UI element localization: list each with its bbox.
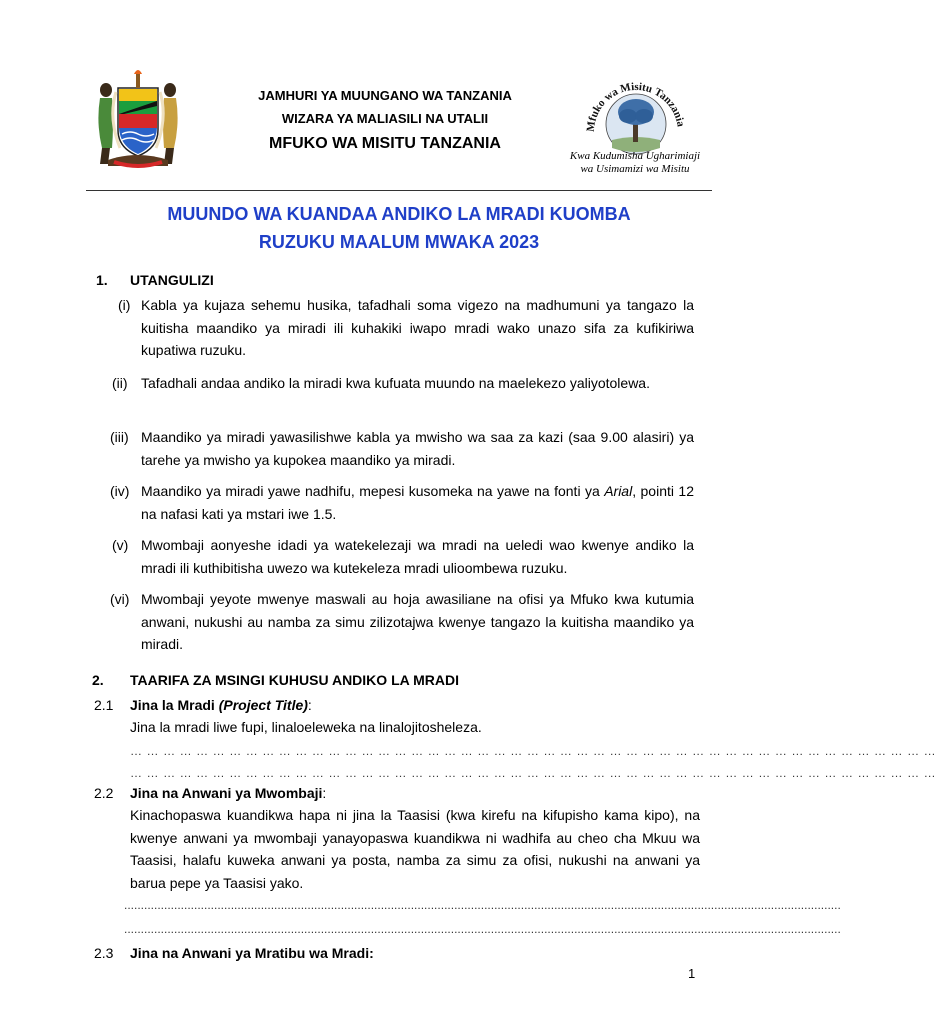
- section-2-number: 2.: [92, 672, 104, 688]
- item-number: (iv): [110, 483, 130, 499]
- label-text: Jina la Mradi: [130, 697, 219, 713]
- label-colon: :: [322, 785, 327, 801]
- section-1-heading: UTANGULIZI: [130, 272, 214, 288]
- item-number: (v): [112, 537, 129, 553]
- subsection-instruction: Jina la mradi liwe fupi, linaloeleweka na linalojitosheleza.: [130, 719, 482, 735]
- list-item-text: Kabla ya kujaza sehemu husika, tafadhali soma vigezo na madhumuni ya tangazo la kuitisha maandiko ya miradi ili kuhakiki iwapo mradi wako unazo sifa za kufikiriwa kupatiwa ruzuku.: [141, 297, 694, 358]
- page-number: 1: [688, 966, 696, 981]
- fill-line[interactable]: … … … … … … … … … … … … … … … … … … … … … … … … … … … … … … … … … … … … … … … … … … … … … … … … …: [130, 744, 936, 758]
- label-text-italic: (Project Title): [218, 697, 308, 713]
- subsection-number: 2.1: [94, 697, 114, 713]
- coat-of-arms-icon: [86, 68, 190, 172]
- label-colon: :: [307, 697, 312, 713]
- subsection-label: [130, 782, 326, 805]
- list-item-text: [141, 480, 694, 525]
- logo-tagline-line2: wa Usimamizi wa Misitu: [580, 163, 690, 175]
- subsection-number: 2.3: [94, 945, 114, 961]
- list-item-text: Mwombaji yeyote mwenye maswali au hoja awasiliane na ofisi ya Mfuko kwa kutumia anwani, nukushi au namba za simu zilizotajwa kwenye tangazo la kuitisha maandiko ya miradi.: [141, 591, 694, 652]
- logo-tagline-line1: Kwa Kudumisha Ugharimiaji: [569, 150, 701, 162]
- section-2-heading: TAARIFA ZA MSINGI KUHUSU ANDIKO LA MRADI: [130, 672, 459, 688]
- fill-line[interactable]: .......................................................................................................................................................................................................................: [124, 922, 841, 936]
- subsection-label: Jina na Anwani ya Mratibu wa Mradi:: [130, 945, 374, 961]
- fill-line[interactable]: … … … … … … … … … … … … … … … … … … … … … … … … … … … … … … … … … … … … … … … … … … … … … … … … …: [130, 766, 936, 780]
- header-country: JAMHURI YA MUUNGANO WA TANZANIA: [258, 88, 512, 103]
- item-number: (vi): [110, 591, 130, 607]
- subsection-number: 2.2: [94, 785, 114, 801]
- header-organization: MFUKO WA MISITU TANZANIA: [269, 135, 501, 152]
- list-item-text: Mwombaji aonyeshe idadi ya watekelezaji wa mradi na ueledi wao kwenye andiko la mradi ili kuthibitisha uwezo wa kutekeleza mradi ulioombewa ruzuku.: [141, 537, 694, 576]
- text-segment: , pointi 12 na nafasi kati ya mstari iwe 1.5.: [141, 483, 694, 522]
- list-item-text: Tafadhali andaa andiko la miradi kwa kufuata muundo na maelekezo yaliyotolewa.: [141, 375, 650, 391]
- text-segment: Maandiko ya miradi yawe nadhifu, mepesi kusomeka na yawe na fonti ya: [141, 483, 605, 499]
- subsection-label: [130, 694, 312, 717]
- item-number: (iii): [110, 429, 129, 445]
- label-text: Jina na Anwani ya Mwombaji: [130, 785, 323, 801]
- item-number: (i): [118, 297, 131, 313]
- document-title-line2: RUZUKU MAALUM MWAKA 2023: [258, 232, 540, 252]
- header-ministry: WIZARA YA MALIASILI NA UTALII: [281, 111, 489, 126]
- list-item-text: Maandiko ya miradi yawasilishwe kabla ya mwisho wa saa za kazi (saa 9.00 alasiri) ya tarehe ya mwisho ya kupokea maandiko ya miradi.: [141, 429, 694, 468]
- document-title-line1: MUUNDO WA KUANDAA ANDIKO LA MRADI KUOMBA: [167, 204, 631, 224]
- header-divider: [86, 190, 712, 191]
- logo-arc-text: Mfuko wa Misitu Tanzania: [584, 80, 687, 133]
- section-1-number: 1.: [96, 272, 108, 288]
- item-number: (ii): [112, 375, 128, 391]
- subsection-instruction: Kinachopaswa kuandikwa hapa ni jina la Taasisi (kwa kirefu na kifupisho kama kipo), na kwenye anwani ya mwombaji yanayopaswa kuandikwa ni wadhifa au cheo cha Mkuu wa Taasisi, halafu kuweka anwani ya posta, namba za simu za ofisi, nukushi na anwani ya barua pepe ya Taasisi yako.: [130, 807, 700, 891]
- fill-line[interactable]: .......................................................................................................................................................................................................................: [124, 898, 841, 912]
- text-segment-italic: Arial: [604, 483, 633, 499]
